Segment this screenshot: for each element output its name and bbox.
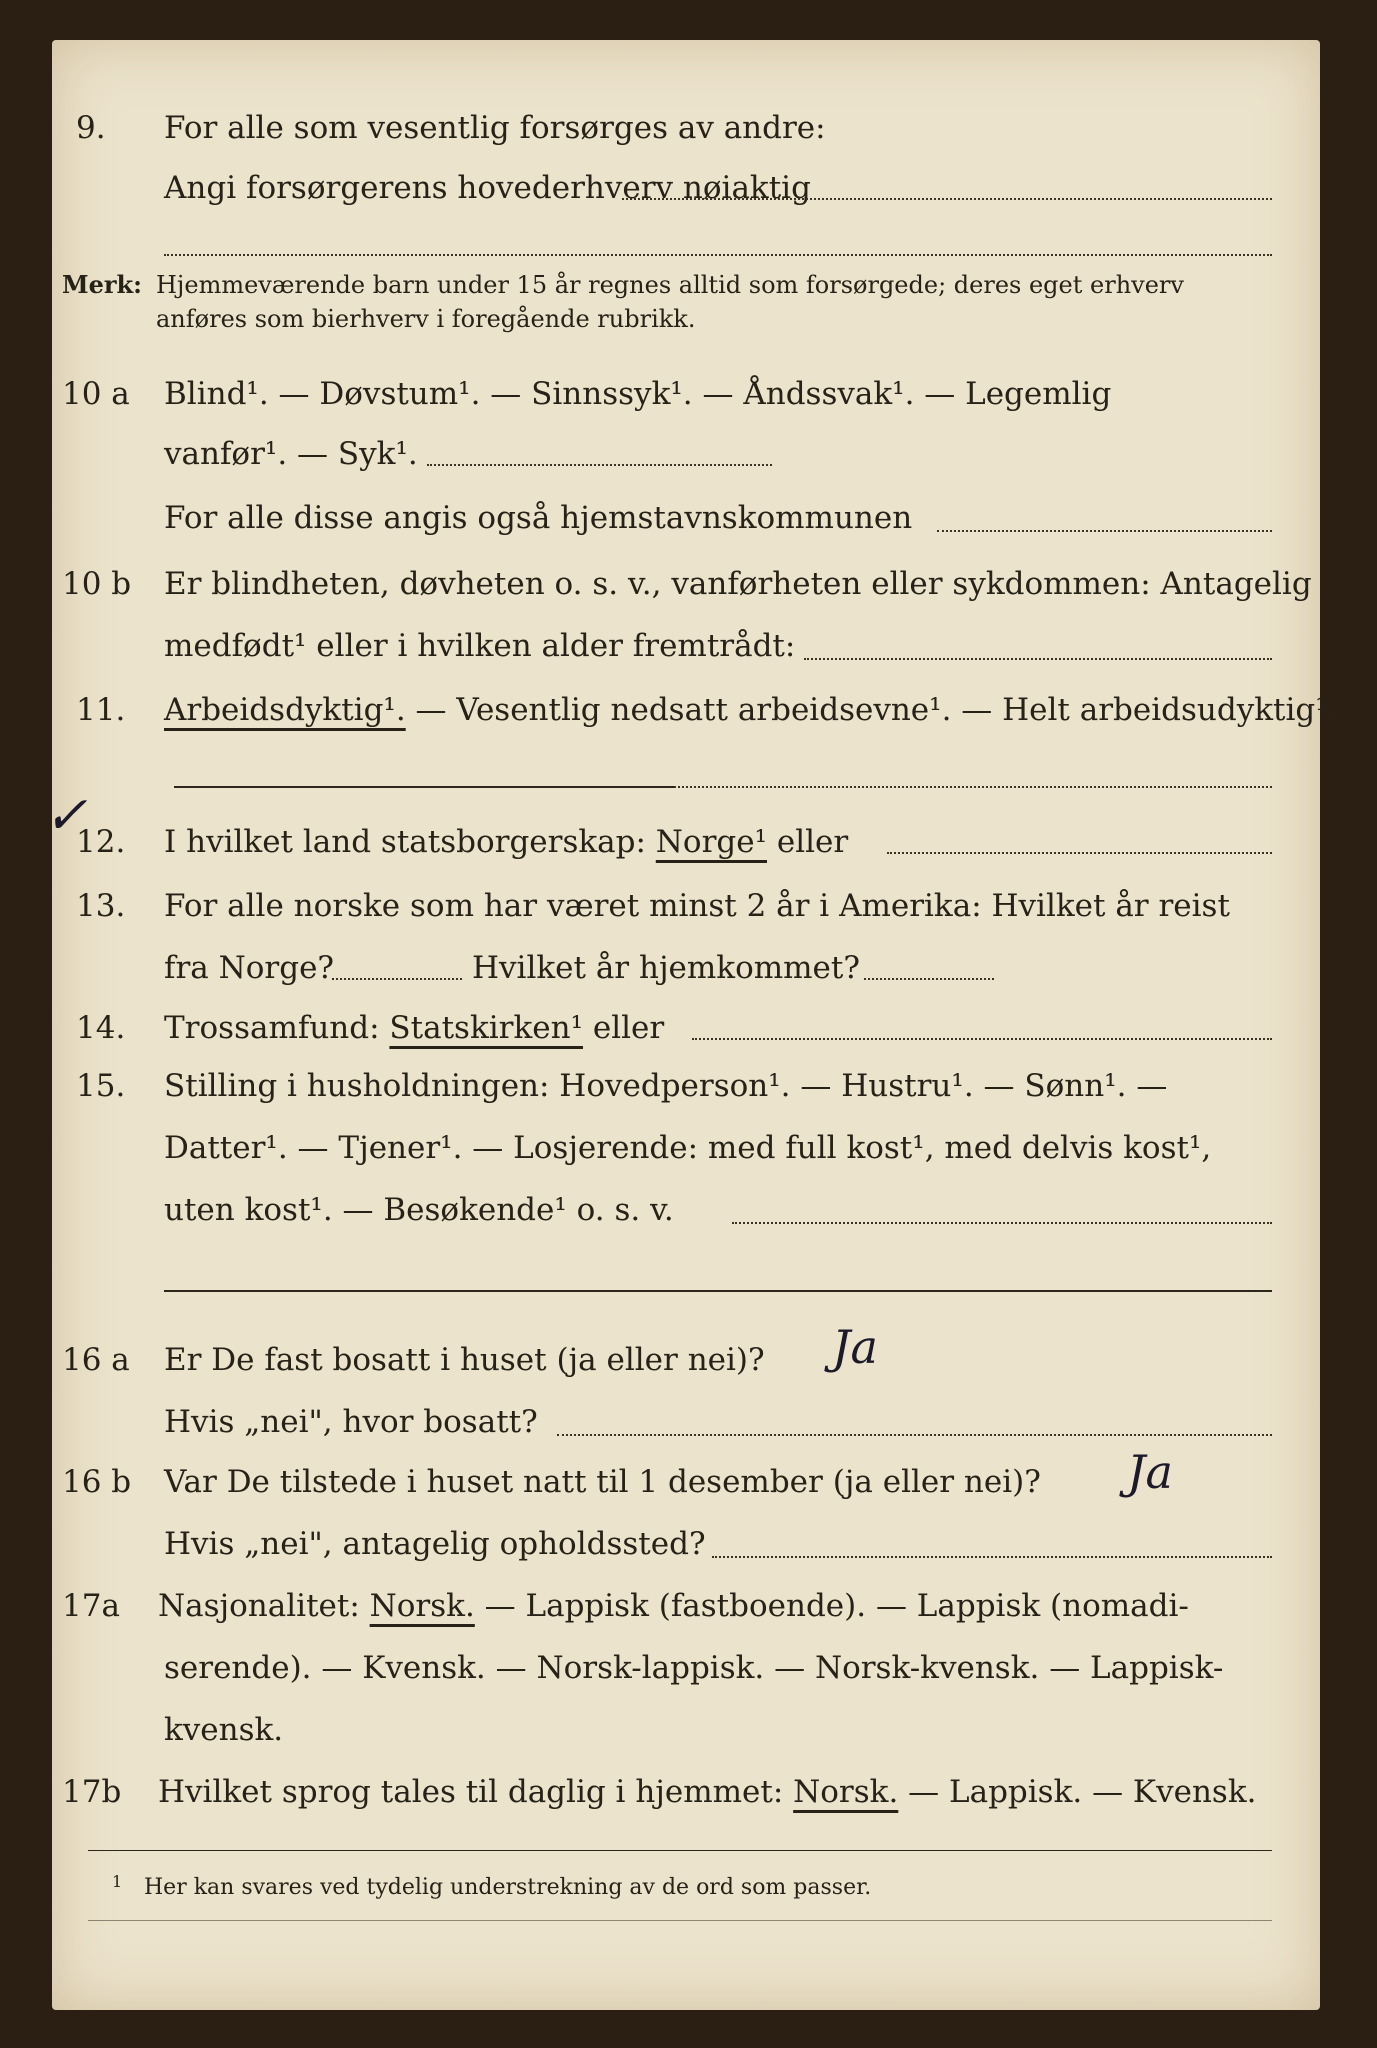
q17a-text1 [158,1586,1189,1626]
q14-selected-option[interactable]: Statskirken¹ [389,1010,583,1046]
merk-text2: anføres som bierhverv i foregående rubrikk. [156,305,696,333]
q16b-handwritten-answer[interactable]: Ja [1127,1445,1173,1499]
q14-eller: eller [583,1010,665,1046]
q13-text1: For alle norske som har været minst 2 år i Amerika: Hvilket år reist [164,888,1230,924]
q17b-other-options[interactable]: — Lappisk. — Kvensk. [898,1774,1257,1810]
q15-text3: uten kost¹. — Besøkende¹ o. s. v. [164,1192,674,1228]
q9-answer-line-2[interactable] [164,254,1272,256]
q12-question: I hvilket land statsborgerskap: [164,824,656,860]
q11-other-options[interactable]: — Vesentlig nedsatt arbeidsevne¹. — Helt arbeidsudyktig¹. [405,692,1338,728]
merk-text1: Hjemmeværende barn under 15 år regnes alltid som forsørgede; deres eget erhverv [156,271,1184,299]
q16a-answer-line[interactable] [557,1434,1272,1436]
q15-answer-line[interactable] [732,1222,1272,1224]
q10b-answer-line[interactable] [804,658,1272,660]
q15-text1: Stilling i husholdningen: Hovedperson¹. — Hustru¹. — Sønn¹. — [164,1068,1168,1104]
q13-from-norway: fra Norge? [164,950,335,986]
footnote-mark: 1 [112,1872,123,1891]
q17a-text2[interactable]: serende). — Kvensk. — Norsk-lappisk. — Norsk-kvensk. — Lappisk- [164,1650,1224,1686]
q10a-text2: vanfør¹. — Syk¹. [164,436,418,472]
q10a-text1: Blind¹. — Døvstum¹. — Sinnssyk¹. — Åndssvak¹. — Legemlig [164,376,1112,412]
q10a-text3: For alle disse angis også hjemstavnskommunen [164,500,913,536]
q13-year-left-line[interactable] [332,978,462,980]
q12-number: 12. [76,824,126,860]
q16b-text1: Var De tilstede i huset natt til 1 desember (ja eller nei)? [164,1464,1041,1500]
footnote-separator [88,1850,1272,1851]
q11-selected-option[interactable]: Arbeidsdyktig¹. [164,692,406,728]
q14-question: Trossamfund: [164,1010,390,1046]
bottom-rule [88,1920,1272,1921]
q10a-hometown-line[interactable] [937,530,1272,532]
q17a-number: 17a [62,1588,120,1624]
q14-text [164,1008,664,1048]
q9-text: For alle som vesentlig forsørges av andre: [164,110,826,146]
q16a-text2: Hvis „nei", hvor bosatt? [164,1404,538,1440]
q12-selected-option[interactable]: Norge¹ [655,824,768,860]
merk-label: Merk: [62,270,142,299]
q13-year-returned-line[interactable] [864,978,994,980]
q15-answer-line-2[interactable] [164,1290,1272,1292]
q16a-number: 16 a [62,1342,130,1378]
q10b-number: 10 b [62,566,132,602]
q14-number: 14. [76,1010,126,1046]
q17b-number: 17b [62,1774,122,1810]
check-mark-icon: ✓ [44,786,88,846]
q9-provider-label: Angi forsørgerens hovederhverv nøiaktig [164,170,811,206]
q17b-selected-option[interactable]: Norsk. [793,1774,899,1810]
q13-returned: Hvilket år hjemkommet? [472,950,860,986]
q17a-question: Nasjonalitet: [158,1588,370,1624]
q17b-question: Hvilket sprog tales til daglig i hjemmet: [158,1774,794,1810]
q13-number: 13. [76,888,126,924]
q12-answer-line[interactable] [887,852,1272,854]
q17a-text3[interactable]: kvensk. [164,1712,284,1748]
q15-number: 15. [76,1068,126,1104]
q9-answer-line[interactable] [622,198,1272,200]
q16a-handwritten-answer[interactable]: Ja [832,1320,878,1374]
q17a-selected-option[interactable]: Norsk. [369,1588,475,1624]
q10a-answer-line[interactable] [427,464,772,466]
q10b-text2: medfødt¹ eller i hvilken alder fremtrådt: [164,628,796,664]
q16b-answer-line[interactable] [712,1556,1272,1558]
q11-options [164,690,1338,730]
q16b-text2: Hvis „nei", antagelig opholdssted? [164,1526,706,1562]
q9-number: 9. [76,110,106,146]
q16a-text1: Er De fast bosatt i huset (ja eller nei)? [164,1342,765,1378]
q11-answer-line-dotted[interactable] [674,786,1272,788]
q11-number: 11. [76,692,126,728]
q12-eller: eller [767,824,849,860]
q11-answer-line[interactable] [174,786,674,788]
q14-answer-line[interactable] [692,1038,1272,1040]
q17a-other-options[interactable]: — Lappisk (fastboende). — Lappisk (nomadi- [474,1588,1189,1624]
census-form-page [44,40,1338,2010]
q10a-number: 10 a [62,376,130,412]
q12-text [164,822,848,862]
q15-text2: Datter¹. — Tjener¹. — Losjerende: med full kost¹, med delvis kost¹, [164,1130,1212,1166]
footnote-text: Her kan svares ved tydelig understrekning av de ord som passer. [144,1875,872,1900]
q17b-text [158,1772,1256,1812]
q16b-number: 16 b [62,1464,132,1500]
q10b-text1: Er blindheten, døvheten o. s. v., vanførheten eller sykdommen: Antagelig [164,566,1312,602]
